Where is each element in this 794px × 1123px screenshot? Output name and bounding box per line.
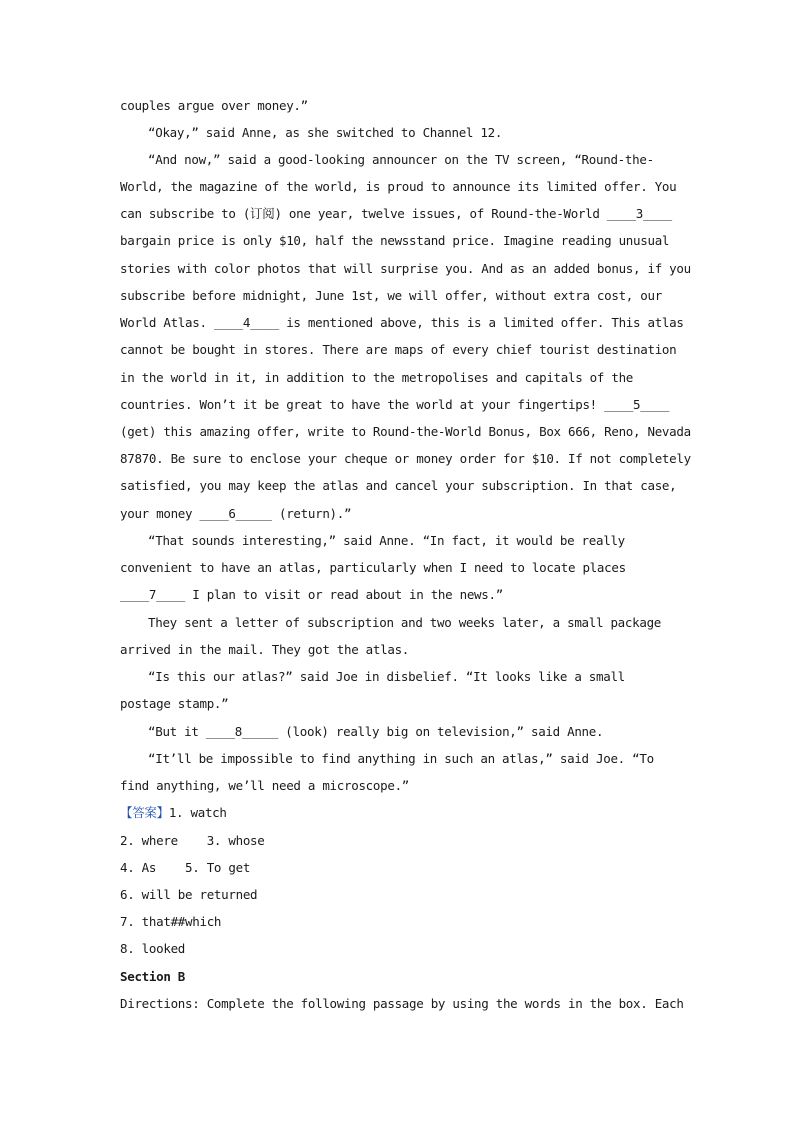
passage-line xyxy=(120,370,633,386)
passage-text: They sent a letter of subscription and two weeks later, a small package xyxy=(148,615,662,630)
passage-line xyxy=(120,587,503,603)
passage-text: “But it xyxy=(148,724,206,739)
answer-label: 【答案】 xyxy=(120,805,169,820)
blank-7[interactable]: ____7____ xyxy=(120,587,186,602)
passage-text: “Okay,” said Anne, as she switched to Channel 12. xyxy=(148,125,503,140)
answer-text: 2. where 3. whose xyxy=(120,833,265,848)
passage-text: subscribe before midnight, June 1st, we will offer, without extra cost, our xyxy=(120,288,662,303)
answer-line xyxy=(120,805,227,821)
answer-text: 7. that##which xyxy=(120,914,222,929)
directions-text: Directions: Complete the following passage by using the words in the box. Each xyxy=(120,996,684,1011)
passage-line xyxy=(120,696,228,712)
passage-line xyxy=(120,778,409,794)
blank-6[interactable]: ____6_____ xyxy=(199,506,272,521)
directions-line xyxy=(120,996,684,1012)
passage-line xyxy=(148,751,654,767)
passage-text: in the world in it, in addition to the metropolises and capitals of the xyxy=(120,370,634,385)
passage-text: (return).” xyxy=(271,506,352,521)
passage-text: postage stamp.” xyxy=(120,696,229,711)
passage-line xyxy=(120,642,409,658)
passage-text: (look) really big on television,” said Anne. xyxy=(278,724,604,739)
answer-line xyxy=(120,914,221,930)
passage-line xyxy=(120,179,676,195)
passage-text: “That sounds interesting,” said Anne. “In fact, it would be really xyxy=(148,533,625,548)
passage-line xyxy=(120,206,672,222)
passage-line xyxy=(148,615,661,631)
answer-line xyxy=(120,833,265,849)
passage-line xyxy=(120,98,308,114)
answer-line xyxy=(120,887,257,903)
passage-text: 87870. Be sure to enclose your cheque or money order for $10. If not completely xyxy=(120,451,691,466)
passage-line xyxy=(120,424,691,440)
passage-text: couples argue over money.” xyxy=(120,98,308,113)
passage-text: bargain price is only $10, half the newsstand price. Imagine reading unusual xyxy=(120,233,670,248)
answer-text: 8. looked xyxy=(120,941,186,956)
passage-line xyxy=(148,152,654,168)
answer-text: 6. will be returned xyxy=(120,887,258,902)
passage-line xyxy=(120,315,684,331)
passage-line xyxy=(120,397,669,413)
passage-line xyxy=(148,669,625,685)
passage-line xyxy=(120,451,691,467)
answer-line xyxy=(120,941,185,957)
passage-text: find anything, we’ll need a microscope.” xyxy=(120,778,410,793)
passage-line xyxy=(120,261,691,277)
passage-text: arrived in the mail. They got the atlas. xyxy=(120,642,410,657)
blank-4[interactable]: ____4____ xyxy=(213,315,279,330)
passage-text: countries. Won’t it be great to have the world at your fingertips! xyxy=(120,397,605,412)
passage-text: “And now,” said a good-looking announcer on the TV screen, “Round-the- xyxy=(148,152,654,167)
passage-text: World Atlas. xyxy=(120,315,214,330)
passage-line xyxy=(120,478,676,494)
passage-line xyxy=(120,560,626,576)
answer-line xyxy=(120,860,250,876)
passage-text: “It’ll be impossible to find anything in such an atlas,” said Joe. “To xyxy=(148,751,654,766)
passage-text: convenient to have an atlas, particularly when I need to locate places xyxy=(120,560,626,575)
passage-text: I plan to visit or read about in the news.” xyxy=(185,587,503,602)
passage-line xyxy=(148,724,603,740)
answer-text: 1. watch xyxy=(168,805,227,820)
passage-text: stories with color photos that will surprise you. And as an added bonus, if you xyxy=(120,261,691,276)
answer-text: 4. As 5. To get xyxy=(120,860,251,875)
blank-5[interactable]: ____5____ xyxy=(604,397,670,412)
blank-3[interactable]: ____3____ xyxy=(606,206,672,221)
passage-line xyxy=(120,288,662,304)
passage-text: can subscribe to (订阅) one year, twelve issues, of Round-the-World xyxy=(120,206,607,221)
passage-line xyxy=(148,533,625,549)
passage-text: cannot be bought in stores. There are maps of every chief tourist destination xyxy=(120,342,677,357)
passage-text: satisfied, you may keep the atlas and cancel your subscription. In that case, xyxy=(120,478,677,493)
passage-text: “Is this our atlas?” said Joe in disbelief. “It looks like a small xyxy=(148,669,625,684)
passage-line xyxy=(148,125,502,141)
passage-line xyxy=(120,233,669,249)
passage-text: (get) this amazing offer, write to Round-the-World Bonus, Box 666, Reno, Nevada xyxy=(120,424,691,439)
blank-8[interactable]: ____8_____ xyxy=(205,724,279,739)
passage-line xyxy=(120,342,676,358)
passage-text: your money xyxy=(120,506,200,521)
passage-line xyxy=(120,506,351,522)
passage-text: World, the magazine of the world, is proud to announce its limited offer. You xyxy=(120,179,677,194)
section-heading xyxy=(120,969,185,985)
section-heading-text: Section B xyxy=(120,969,186,984)
passage-text: is mentioned above, this is a limited offer. This atlas xyxy=(278,315,684,330)
